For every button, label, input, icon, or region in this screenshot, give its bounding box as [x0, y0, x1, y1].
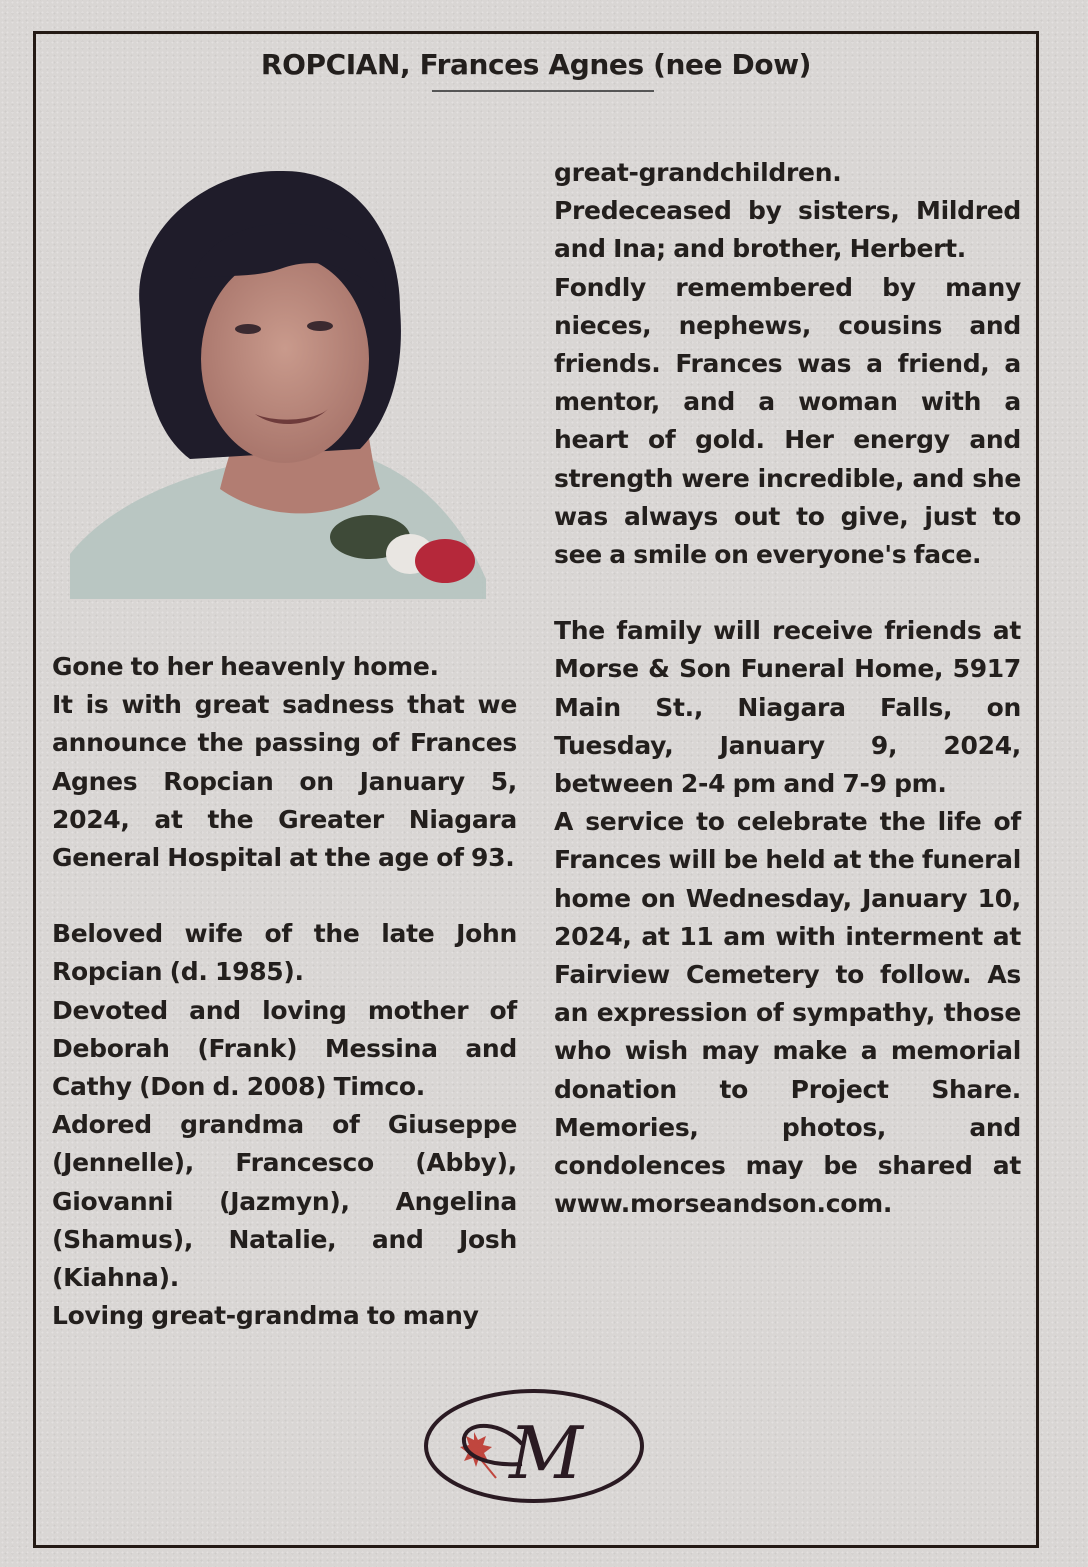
paragraph-great-grandchildren: Loving great-grandma to many: [52, 1301, 479, 1331]
paragraph-children: Devoted and loving mother of Deborah (Frank) Messina and Cathy (Don d. 2008) Timco.: [52, 995, 517, 1102]
paragraph-visitation: The family will receive friends at Morse & Son Funeral Home, 5917 Main St., Niagara Falls, on Tuesday, January 9, 2024, between 2-4 pm and 7-9 pm.: [554, 616, 1021, 799]
paragraph-predeceased: Predeceased by sisters, Mildred and Ina; and brother, Herbert.: [554, 196, 1021, 264]
paragraph-opening: Gone to her heavenly home.: [52, 652, 439, 681]
eye-left: [235, 324, 261, 334]
face-shape: [201, 255, 369, 463]
funeral-home-logo: [422, 1386, 646, 1506]
paragraph-gap: [554, 574, 1021, 612]
obituary-frame: [33, 31, 1039, 1548]
paragraph-grandchildren: Adored grandma of Giuseppe (Jennelle), Francesco (Abby), Giovanni (Jazmyn), Angelina (Shamus), Natalie, and Josh (Kiahna).: [52, 1110, 517, 1293]
portrait-photo: [70, 159, 486, 599]
obituary-title: ROPCIAN, Frances Agnes (nee Dow): [260, 48, 812, 81]
eye-right: [307, 321, 333, 331]
paragraph-great-grandchildren-cont: great-grandchildren.: [554, 158, 842, 187]
paragraph-remembered: Fondly remembered by many nieces, nephews, cousins and friends. Frances was a friend, a mentor, and a woman with a heart of gold. Her energy and strength were incredible, and she was always out to give, just to see a smile on everyone's face.: [554, 272, 1021, 570]
paragraph-passing: It is with great sadness that we announce the passing of Frances Agnes Ropcian on January 5, 2024, at the Greater Niagara General Hospital at the age of 93.: [52, 690, 517, 873]
paragraph-service: A service to celebrate the life of Frances will be held at the funeral home on Wednesday, January 10, 2024, at 11 am with interment at Fairview Cemetery to follow. As an expression of sympathy, those who wish may make a memorial donation to Project Share. Memories, photos, and condolences may be shared at www.morseandson.com.: [554, 807, 1021, 1219]
logo-letter: M: [509, 1411, 583, 1495]
paragraph-gap: [52, 877, 517, 915]
left-column: [52, 648, 517, 1335]
title-divider: [432, 90, 654, 92]
right-column: [554, 154, 1021, 1223]
paragraph-spouse: Beloved wife of the late John Ropcian (d. 1985).: [52, 919, 517, 987]
